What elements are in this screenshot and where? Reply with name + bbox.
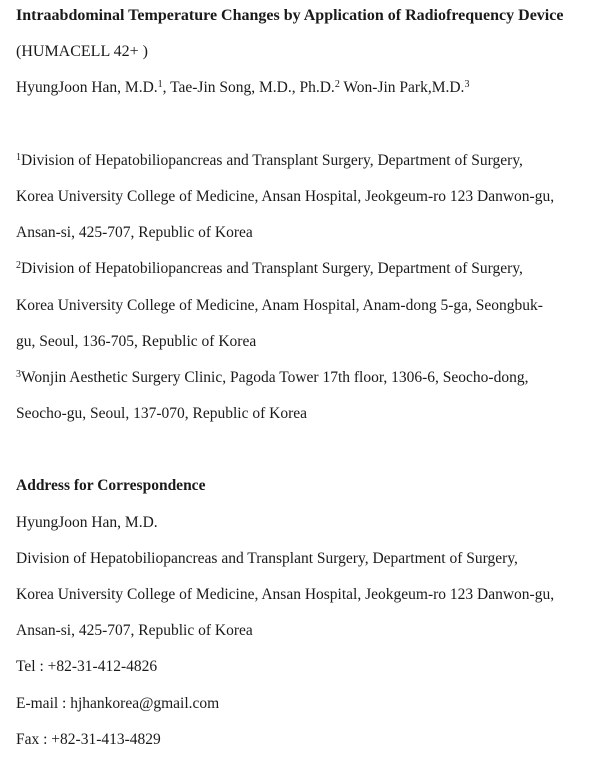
affiliation-2-line-2: Korea University College of Medicine, Anam Hospital, Anam-dong 5-ga, Seongbuk- (16, 296, 543, 314)
affiliation-1-line-2: Korea University College of Medicine, Ansan Hospital, Jeokgeum-ro 123 Danwon-gu, (16, 187, 555, 205)
author-3-name: Won-Jin Park,M.D. (339, 79, 465, 97)
spacer (16, 432, 586, 468)
correspondence-address-line-2: Korea University College of Medicine, Ansan Hospital, Jeokgeum-ro 123 Danwon-gu, (16, 586, 555, 603)
correspondence-fax: Fax : +82-31-413-4829 (16, 730, 161, 748)
correspondence-heading: Address for Correspondence (16, 477, 206, 495)
author-1-affiliation-marker: 1 (157, 79, 163, 91)
author-3 (340, 79, 470, 96)
paper-title-line-2-device: (HUMACELL 42+ ) (16, 43, 148, 61)
affiliation-2-line-1 (16, 251, 586, 287)
correspondence-address-line-1: Division of Hepatobiliopancreas and Transplant Surgery, Department of Surgery, (16, 549, 518, 567)
paper-title-line-1: Intraabdominal Temperature Changes by Application of Radiofrequency Device (16, 7, 564, 24)
spacer (16, 107, 586, 143)
affiliation-1-marker: 1 (16, 151, 21, 163)
correspondence-name: HyungJoon Han, M.D. (16, 513, 158, 531)
affiliation-1-text: Division of Hepatobiliopancreas and Transplant Surgery, Department of Surgery, (21, 151, 523, 169)
correspondence-email: E-mail : hjhankorea@gmail.com (16, 694, 220, 712)
author-3-affiliation-marker: 3 (464, 79, 470, 91)
affiliation-2-line-3: gu, Seoul, 136-705, Republic of Korea (16, 332, 257, 350)
affiliation-3-line-1 (16, 360, 586, 396)
author-2 (163, 79, 340, 96)
correspondence-telephone: Tel : +82-31-412-4826 (16, 658, 158, 676)
authors-line (16, 70, 586, 106)
affiliation-1-line-3: Ansan-si, 425-707, Republic of Korea (16, 224, 253, 242)
affiliation-2-marker: 2 (16, 260, 21, 272)
author-2-affiliation-marker: 2 (334, 79, 340, 91)
author-1-name: HyungJoon Han, M.D. (16, 79, 158, 97)
author-2-name: , Tae-Jin Song, M.D., Ph.D. (162, 79, 335, 97)
affiliation-3-marker: 3 (16, 368, 21, 380)
affiliation-1-line-1 (16, 143, 586, 179)
correspondence-address-line-3: Ansan-si, 425-707, Republic of Korea (16, 622, 253, 640)
author-1 (16, 79, 163, 96)
affiliation-3-text: Wonjin Aesthetic Surgery Clinic, Pagoda Tower 17th floor, 1306-6, Seocho-dong, (21, 368, 529, 386)
affiliation-3-line-2: Seocho-gu, Seoul, 137-070, Republic of Korea (16, 405, 307, 423)
affiliation-2-text: Division of Hepatobiliopancreas and Transplant Surgery, Department of Surgery, (21, 260, 523, 278)
